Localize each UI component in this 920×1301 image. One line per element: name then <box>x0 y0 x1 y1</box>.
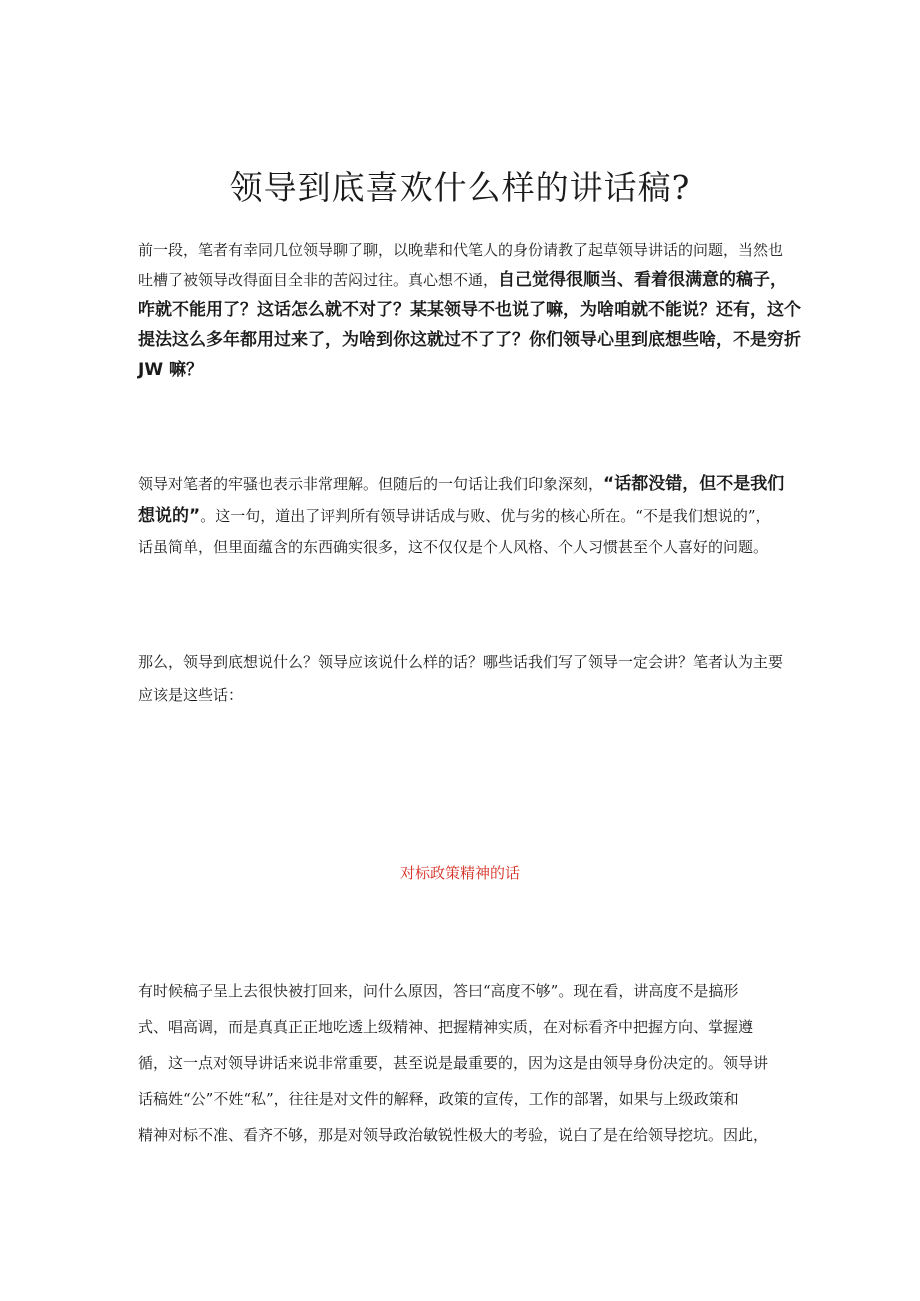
intro-line-5: JW 嘛？ <box>138 360 203 380</box>
para2-line-2-bold: 想说的” <box>138 506 201 526</box>
para2-line-2-plain: 。这一句，道出了评判所有领导讲话成与败、优与劣的核心所在。“不是我们想说的”， <box>200 507 771 525</box>
para4-line-5: 精神对标不准、看齐不够，那是对领导政治敏锐性极大的考验，说白了是在给领导挖坑。因此， <box>138 1126 769 1144</box>
intro-paragraph <box>138 236 801 385</box>
document-title: 领导到底喜欢什么样的讲话稿? <box>229 168 691 207</box>
para2-line-1-bold: “话都没错，但不是我们 <box>603 474 785 494</box>
section-heading: 对标政策精神的话 <box>399 864 520 882</box>
paragraph-4 <box>138 973 798 1153</box>
para3-line-2: 应该是这些话： <box>138 686 244 704</box>
para4-line-1: 有时候稿子呈上去很快被打回来，问什么原因，答曰“高度不够”。现在看，讲高度不是搞形 <box>138 982 739 1000</box>
intro-line-2-bold: 自己觉得很顺当、看着很满意的稿子， <box>498 270 788 290</box>
para2-line-1-plain: 领导对笔者的牢骚也表示非常理解。但随后的一句话让我们印象深刻， <box>138 475 604 493</box>
para3-line-1: 那么，领导到底想说什么？领导应该说什么样的话？哪些话我们写了领导一定会讲？笔者认为主要 <box>138 653 784 671</box>
para2-line-1 <box>138 469 798 500</box>
paragraph-3 <box>138 645 798 710</box>
para4-line-2: 式、唱高调，而是真真正正地吃透上级精神、把握精神实质，在对标看齐中把握方向、掌握遵 <box>138 1018 754 1036</box>
intro-line-1: 前一段，笔者有幸同几位领导聊了聊，以晚辈和代笔人的身份请教了起草领导讲话的问题，当然也 <box>138 241 784 259</box>
intro-line-2 <box>138 264 798 296</box>
intro-line-3: 咋就不能用了？这话怎么就不对了？某某领导不也说了嘛，为啥咱就不能说？还有，这个 <box>138 300 801 320</box>
intro-line-2-plain: 吐槽了被领导改得面目全非的苦闷过往。真心想不通， <box>138 271 499 289</box>
para4-line-3: 循，这一点对领导讲话来说非常重要，甚至说是最重要的，因为这是由领导身份决定的。领导讲 <box>138 1054 769 1072</box>
para2-line-2 <box>138 500 798 532</box>
para4-line-4: 话稿姓“公”不姓“私”，往往是对文件的解释，政策的宣传，工作的部署，如果与上级政策和 <box>138 1090 739 1108</box>
intro-line-4: 提法这么多年都用过来了，为啥到你这就过不了了？你们领导心里到底想些啥，不是穷折 <box>138 330 801 350</box>
para2-line-3: 话虽简单，但里面蕴含的东西确实很多，这不仅仅是个人风格、个人习惯甚至个人喜好的问题。 <box>138 538 769 556</box>
paragraph-2 <box>138 469 798 562</box>
